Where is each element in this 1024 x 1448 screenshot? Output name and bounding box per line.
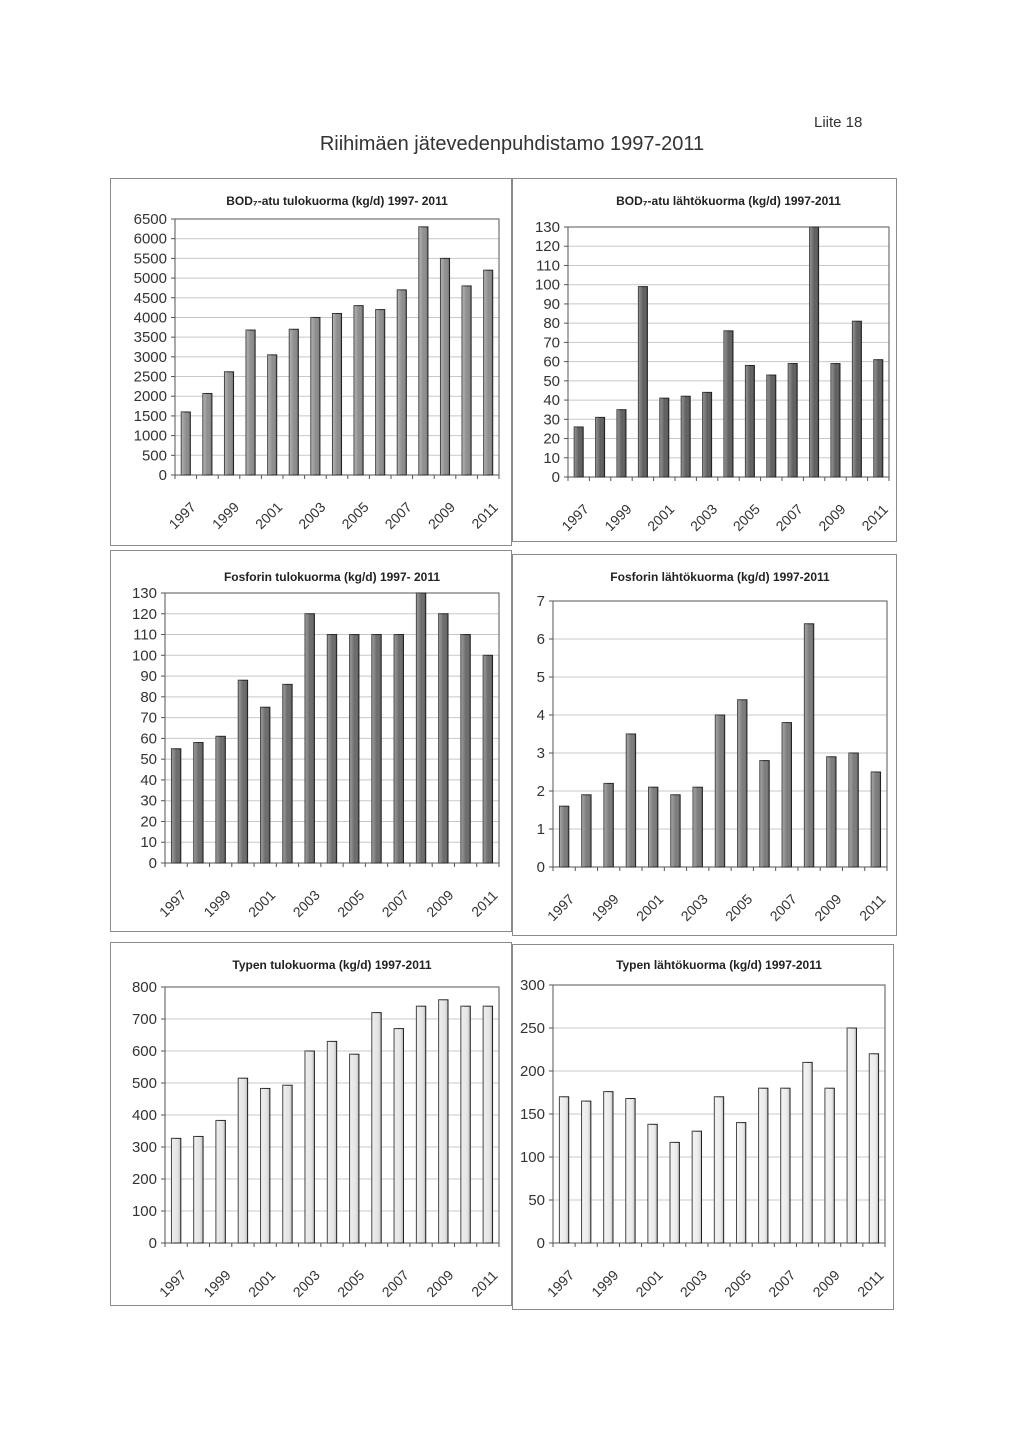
x-tick-label: 2007 [766, 890, 800, 925]
y-tick-label: 7 [536, 593, 545, 610]
bar-shade [305, 614, 314, 863]
bar-shade [289, 329, 298, 475]
chart-panel-bod-outflow [512, 178, 897, 542]
chart-title: Fosforin lähtökuorma (kg/d) 1997-2011 [610, 570, 830, 584]
x-tick-label: 1999 [588, 890, 622, 925]
bar-shade [350, 635, 359, 863]
y-tick-label: 0 [158, 467, 167, 484]
bar-shade [439, 614, 448, 863]
bar-shade [596, 417, 605, 477]
y-tick-label: 500 [141, 447, 167, 465]
y-tick-label: 0 [551, 469, 560, 486]
bar-shade [559, 806, 568, 867]
bar-shade [283, 684, 292, 863]
y-tick-label: 5000 [133, 270, 167, 288]
y-tick-label: 120 [534, 238, 560, 256]
x-tick-label: 2005 [722, 890, 756, 925]
y-tick-label: 50 [140, 751, 157, 769]
y-tick-label: 3000 [133, 348, 167, 366]
bar-shade [416, 1006, 425, 1243]
bar-shade [825, 1088, 834, 1243]
bar-shade [484, 270, 493, 475]
x-tick-label: 2009 [423, 886, 457, 921]
x-tick-label: 2005 [729, 500, 764, 535]
x-tick-label: 2001 [632, 890, 667, 925]
bar-shade [648, 1124, 657, 1243]
appendix-label: Liite 18 [814, 114, 863, 131]
x-tick-label: 2005 [338, 498, 372, 533]
bar-shade [171, 1138, 180, 1243]
y-tick-label: 80 [140, 688, 157, 706]
y-tick-label: 200 [131, 1171, 157, 1188]
bar-shade [693, 787, 702, 867]
bar-shade [724, 331, 733, 477]
bar-shade [440, 258, 449, 475]
x-tick-label: 2003 [686, 500, 721, 535]
bar-shade [582, 795, 591, 867]
y-tick-label: 600 [131, 1043, 157, 1060]
x-tick-label: 2001 [244, 886, 279, 921]
x-tick-label: 2005 [334, 886, 368, 921]
x-tick-label: 2001 [251, 498, 286, 533]
bar-shade [874, 360, 883, 477]
bar-shade [759, 1088, 768, 1243]
chart-title: Typen tulokuorma (kg/d) 1997-2011 [232, 958, 432, 972]
x-tick-label: 2011 [468, 1267, 501, 1300]
y-tick-label: 90 [140, 668, 157, 686]
x-tick-label: 1999 [208, 498, 243, 533]
x-tick-label: 2009 [809, 1266, 843, 1301]
y-tick-label: 5 [536, 669, 545, 686]
bar-shade [216, 736, 225, 863]
bar-shade [617, 410, 626, 477]
x-tick-label: 2011 [468, 499, 501, 532]
x-tick-label: 1997 [155, 1266, 190, 1301]
y-tick-label: 2500 [133, 368, 167, 386]
bar-shade [216, 1120, 225, 1243]
bar-shade [715, 715, 724, 867]
bar-shade [604, 1092, 613, 1243]
y-tick-label: 4 [536, 707, 545, 724]
chart-svg [111, 943, 511, 1305]
y-tick-label: 1500 [133, 407, 167, 425]
x-tick-label: 2003 [289, 1266, 323, 1301]
bar-shade [831, 364, 840, 477]
y-tick-label: 40 [140, 771, 157, 789]
bar-shade [354, 306, 363, 475]
bar-shade [714, 1097, 723, 1243]
x-tick-label: 2001 [632, 1266, 666, 1301]
y-tick-label: 500 [131, 1075, 157, 1092]
bar-shade [372, 1013, 381, 1243]
x-tick-label: 2007 [378, 1266, 412, 1301]
bar-shade [736, 1123, 745, 1243]
bar-shade [810, 227, 819, 477]
x-tick-label: 1997 [543, 1266, 578, 1301]
y-tick-label: 80 [543, 315, 560, 333]
y-tick-label: 110 [133, 626, 157, 644]
y-tick-label: 120 [131, 605, 157, 623]
bar-shade [327, 635, 336, 863]
y-tick-label: 3 [536, 745, 545, 762]
bar-shade [462, 286, 471, 475]
chart-svg [111, 551, 511, 931]
bar-shade [394, 1029, 403, 1243]
chart-svg [513, 945, 893, 1309]
chart-title: BOD₇-atu lähtökuorma (kg/d) 1997-2011 [616, 194, 841, 208]
y-tick-label: 20 [543, 430, 560, 448]
y-tick-label: 60 [543, 353, 560, 371]
y-tick-label: 10 [140, 834, 157, 852]
y-tick-label: 100 [534, 276, 560, 294]
y-tick-label: 0 [148, 1235, 157, 1252]
y-tick-label: 70 [543, 334, 560, 352]
y-tick-label: 100 [131, 647, 157, 665]
x-tick-label: 2009 [811, 890, 845, 925]
y-tick-label: 6 [536, 631, 545, 648]
chart-title: Typen lähtökuorma (kg/d) 1997-2011 [616, 958, 822, 972]
x-tick-label: 2009 [423, 1266, 457, 1301]
y-tick-label: 150 [519, 1106, 545, 1123]
bar-shade [574, 427, 583, 477]
bar-shade [660, 398, 669, 477]
x-tick-label: 2011 [858, 501, 892, 534]
y-tick-label: 10 [543, 449, 560, 467]
x-tick-label: 2001 [644, 500, 678, 535]
x-tick-label: 2007 [381, 498, 415, 533]
x-tick-label: 1997 [558, 500, 592, 535]
y-tick-label: 70 [140, 709, 157, 727]
chart-svg [513, 179, 896, 541]
bar-shade [171, 749, 180, 863]
y-tick-label: 2 [536, 783, 545, 800]
bar-shade [327, 1041, 336, 1243]
bar-shade [869, 1054, 878, 1243]
y-tick-label: 6000 [133, 230, 167, 248]
chart-panel-nitrogen-outflow [512, 944, 894, 1310]
y-tick-label: 20 [140, 813, 157, 831]
bar-shade [871, 772, 880, 867]
bar-shade [181, 412, 190, 475]
x-tick-label: 2003 [295, 498, 329, 533]
x-tick-label: 2009 [815, 500, 849, 535]
bar-shade [394, 635, 403, 863]
bar-shade [760, 761, 769, 867]
x-tick-label: 2007 [772, 500, 806, 535]
bar-shade [738, 700, 747, 867]
bar-shade [283, 1085, 292, 1243]
bar-shade [670, 1142, 679, 1243]
chart-panel-phosphorus-inflow [110, 550, 512, 932]
x-tick-label: 2005 [720, 1266, 755, 1301]
y-tick-label: 2000 [133, 388, 167, 406]
y-tick-label: 400 [131, 1107, 157, 1124]
y-tick-label: 90 [543, 295, 560, 313]
x-tick-label: 1997 [165, 498, 199, 533]
y-tick-label: 1000 [133, 427, 167, 445]
bar-shade [416, 593, 425, 863]
chart-svg [513, 555, 896, 935]
bar-shade [350, 1054, 359, 1243]
bar-shade [311, 317, 320, 475]
y-tick-label: 130 [534, 219, 560, 236]
bar-shade [332, 314, 341, 475]
bar-shade [238, 1078, 247, 1243]
chart-svg [111, 179, 511, 545]
y-tick-label: 5500 [133, 250, 167, 268]
bar-shade [238, 680, 247, 863]
bar-shade [261, 707, 270, 863]
bar-shade [649, 787, 658, 867]
bar-shade [745, 365, 754, 477]
bar-shade [692, 1131, 701, 1243]
bar-shade [847, 1028, 856, 1243]
bar-shade [305, 1051, 314, 1243]
y-tick-label: 250 [519, 1020, 545, 1037]
chart-panel-bod-inflow [110, 178, 512, 546]
x-tick-label: 1999 [601, 500, 635, 535]
y-tick-label: 800 [131, 979, 157, 996]
bar-shade [268, 355, 277, 475]
bar-shade [582, 1101, 591, 1243]
y-tick-label: 100 [131, 1203, 157, 1220]
y-tick-label: 1 [536, 821, 545, 838]
x-tick-label: 1999 [200, 886, 234, 921]
x-tick-label: 2007 [765, 1266, 799, 1301]
x-tick-label: 2003 [676, 1266, 711, 1301]
y-tick-label: 0 [536, 1235, 545, 1252]
y-tick-label: 0 [148, 855, 157, 872]
y-tick-label: 3500 [133, 329, 167, 347]
x-tick-label: 2011 [856, 891, 889, 924]
bar-shade [483, 1006, 492, 1243]
bar-shade [681, 396, 690, 477]
bar-shade [604, 783, 613, 867]
page-title: Riihimäen jätevedenpuhdistamo 1997-2011 [319, 133, 705, 155]
bar-shade [626, 1099, 635, 1243]
y-tick-label: 4000 [133, 309, 167, 327]
bar-shade [671, 795, 680, 867]
bar-shade [224, 372, 233, 475]
y-tick-label: 50 [528, 1192, 545, 1209]
x-tick-label: 2011 [468, 887, 501, 920]
bar-shade [439, 1000, 448, 1243]
bar-shade [419, 227, 428, 475]
bar-shade [626, 734, 635, 867]
bar-shade [782, 723, 791, 867]
x-tick-label: 2007 [378, 886, 412, 921]
bar-shade [194, 1136, 203, 1243]
y-tick-label: 50 [543, 372, 560, 390]
y-tick-label: 0 [536, 859, 545, 876]
y-tick-label: 100 [519, 1149, 545, 1166]
bar-shade [638, 287, 647, 477]
bar-shade [559, 1097, 568, 1243]
bar-shade [397, 290, 406, 475]
y-tick-label: 4500 [133, 289, 167, 307]
x-tick-label: 2003 [289, 886, 323, 921]
bar-shade [781, 1088, 790, 1243]
y-tick-label: 30 [543, 411, 560, 429]
bar-shade [849, 753, 858, 867]
bar-shade [261, 1088, 270, 1243]
bar-shade [788, 364, 797, 477]
bar-shade [483, 655, 492, 863]
y-tick-label: 700 [131, 1011, 157, 1028]
bar-shade [767, 375, 776, 477]
x-tick-label: 2011 [854, 1267, 887, 1300]
y-tick-label: 200 [519, 1063, 545, 1080]
bar-shade [827, 757, 836, 867]
bar-shade [852, 321, 861, 477]
y-tick-label: 110 [536, 257, 560, 275]
y-tick-label: 30 [140, 792, 157, 810]
x-tick-label: 1997 [543, 890, 578, 925]
chart-title: Fosforin tulokuorma (kg/d) 1997- 2011 [223, 570, 441, 584]
x-tick-label: 2009 [424, 498, 459, 533]
x-tick-label: 2001 [244, 1266, 279, 1301]
x-tick-label: 1997 [155, 886, 190, 921]
y-tick-label: 60 [140, 730, 157, 748]
x-tick-label: 2003 [677, 890, 711, 925]
y-tick-label: 300 [131, 1139, 157, 1156]
bar-shade [194, 743, 203, 863]
chart-panel-phosphorus-outflow [512, 554, 897, 936]
y-tick-label: 300 [519, 977, 545, 994]
bar-shade [246, 330, 255, 475]
bar-shade [461, 1006, 470, 1243]
x-tick-label: 2005 [334, 1266, 368, 1301]
bar-shade [703, 392, 712, 477]
bar-shade [376, 310, 385, 475]
bar-shade [203, 393, 212, 475]
bar-shade [461, 635, 470, 863]
x-tick-label: 1999 [200, 1266, 234, 1301]
chart-panel-nitrogen-inflow [110, 942, 512, 1306]
y-tick-label: 40 [543, 392, 560, 410]
bar-shade [372, 635, 381, 863]
bar-shade [803, 1062, 812, 1243]
y-tick-label: 130 [131, 585, 157, 602]
bar-shade [804, 624, 813, 867]
chart-title: BOD₇-atu tulokuorma (kg/d) 1997- 2011 [226, 194, 448, 208]
x-tick-label: 1999 [588, 1266, 622, 1301]
y-tick-label: 6500 [133, 211, 167, 228]
